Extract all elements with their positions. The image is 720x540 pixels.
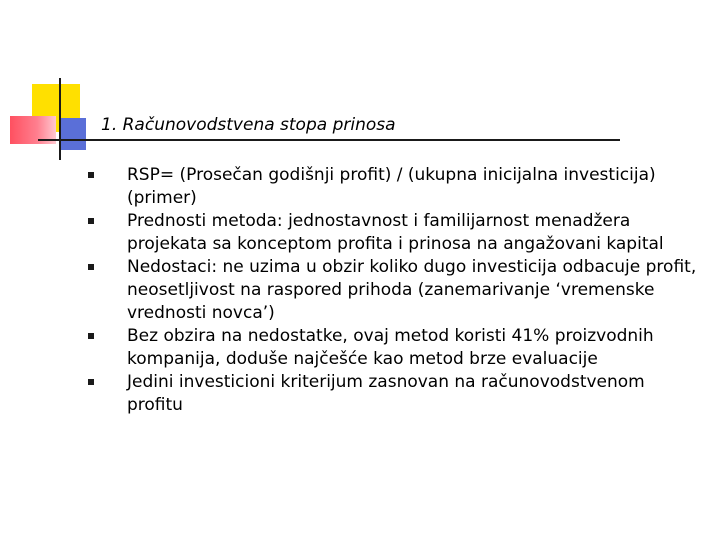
list-item	[88, 325, 698, 371]
list-item	[88, 371, 698, 417]
square-bullet-icon	[88, 218, 94, 224]
bullet-list	[88, 164, 698, 417]
square-bullet-icon	[88, 172, 94, 178]
slide-title: 1. Računovodstvena stopa prinosa	[101, 115, 396, 135]
square-bullet-icon	[88, 264, 94, 270]
square-bullet-icon	[88, 333, 94, 339]
decor-vertical-rule	[59, 78, 61, 160]
list-item	[88, 210, 698, 256]
square-bullet-icon	[88, 379, 94, 385]
title-underline-rule	[38, 139, 620, 141]
list-item	[88, 256, 698, 325]
list-item-text: Prednosti metoda: jednostavnost i familijarnost menadžera projekata sa konceptom profita i prinosa na angažovani kapital	[127, 211, 664, 254]
list-item-text: Nedostaci: ne uzima u obzir koliko dugo investicija odbacuje profit, neosetljivost na raspored prihoda (zanemarivanje ‘vremenske vrednosti novca’)	[127, 257, 697, 323]
decor-blue-square	[60, 118, 86, 150]
list-item-text: RSP= (Prosečan godišnji profit) / (ukupna inicijalna investicija) (primer)	[127, 165, 656, 208]
list-item	[88, 164, 698, 210]
list-item-text: Bez obzira na nedostatke, ovaj metod koristi 41% proizvodnih kompanija, doduše najčešće kao metod brze evaluacije	[127, 326, 654, 369]
list-item-text: Jedini investicioni kriterijum zasnovan na računovodstvenom profitu	[127, 372, 645, 415]
